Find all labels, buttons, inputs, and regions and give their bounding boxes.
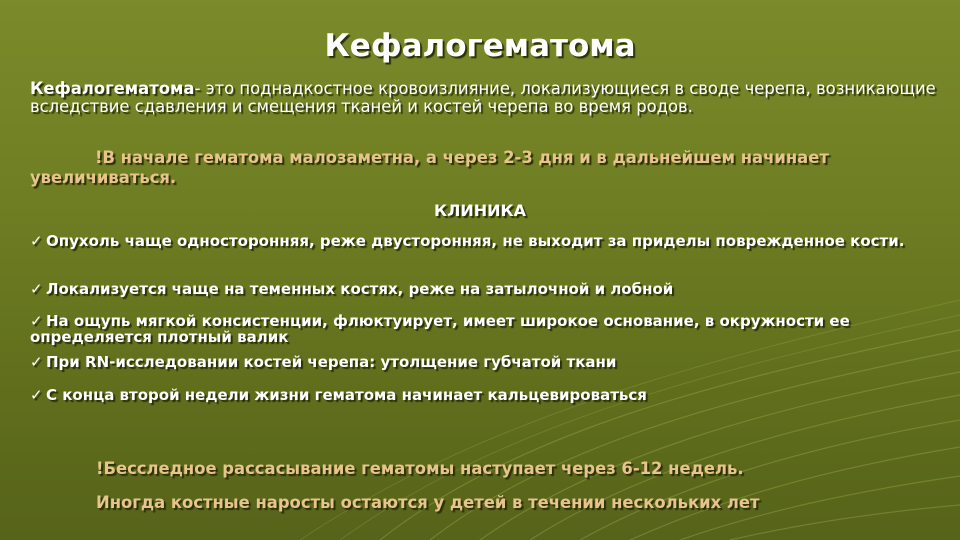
- list-item-text: С конца второй недели жизни гематома начинает кальцевироваться: [46, 386, 647, 404]
- checkmark-icon: ✓: [30, 353, 43, 371]
- list-item-text: Локализуется чаще на теменных костях, реже на затылочной и лобной: [46, 280, 674, 298]
- note-bottom-resorption: !Бесследное рассасывание гематомы наступает через 6-12 недель.: [96, 459, 744, 478]
- list-item: [30, 281, 910, 297]
- definition-term: Кефалогематома: [30, 79, 195, 98]
- list-item: [30, 233, 910, 249]
- list-item: [30, 354, 910, 370]
- list-item: [30, 387, 910, 403]
- checkmark-icon: ✓: [30, 280, 43, 298]
- list-item-text: На ощупь мягкой консистенции, флюктуирует, имеет широкое основание, в окружности ее определяется плотный валик: [30, 312, 850, 346]
- list-item-text: Опухоль чаще односторонняя, реже двусторонняя, не выходит за приделы поврежденное кости.: [46, 232, 905, 250]
- list-item-text: При RN-исследовании костей черепа: утолщение губчатой ткани: [46, 353, 617, 371]
- note-top: !В начале гематома малозаметна, а через 2-3 дня и в дальнейшем начинает увеличиваться.: [30, 148, 829, 187]
- slide-title: Кефалогематома: [324, 28, 636, 64]
- section-heading: КЛИНИКА: [434, 201, 526, 220]
- checkmark-icon: ✓: [30, 232, 43, 250]
- note-bottom-bone-growths: Иногда костные наросты остаются у детей в течении нескольких лет: [96, 493, 760, 512]
- definition-paragraph: [30, 80, 940, 116]
- definition-text: - это поднадкостное кровоизлияние, локализующиеся в своде черепа, возникающие вследствие сдавления и смещения тканей и костей черепа во время родов.: [30, 79, 936, 116]
- list-item: [30, 313, 910, 345]
- checkmark-icon: ✓: [30, 386, 43, 404]
- checkmark-icon: ✓: [30, 312, 43, 330]
